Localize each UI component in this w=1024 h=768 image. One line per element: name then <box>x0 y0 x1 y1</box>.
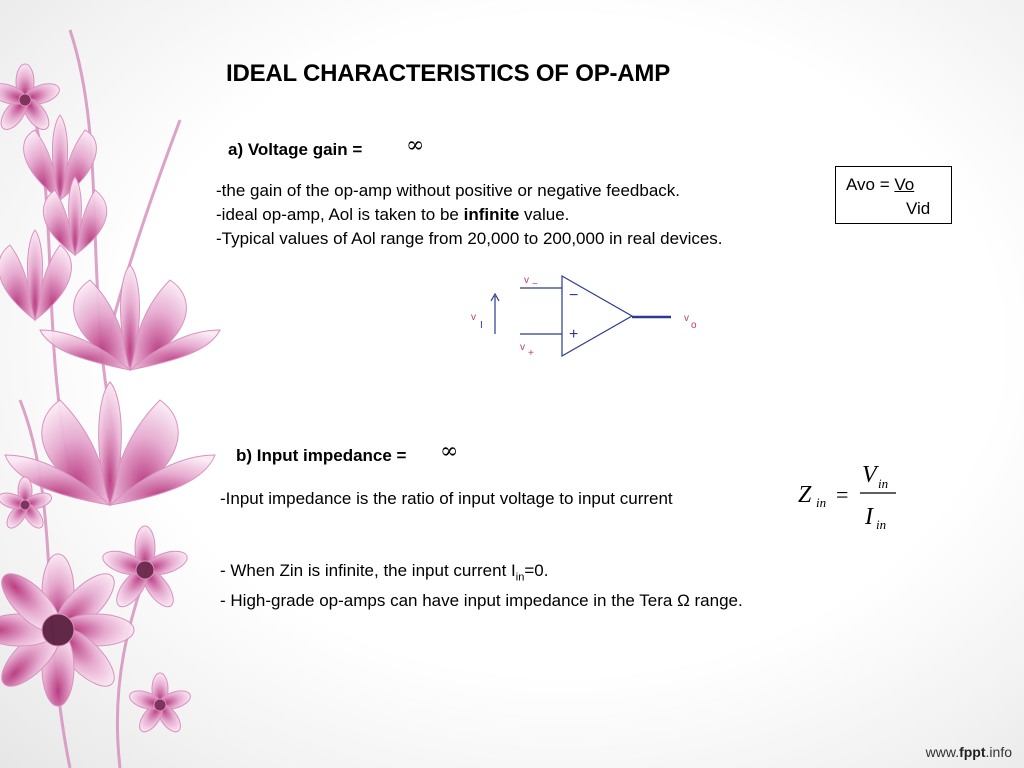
vo-label: v <box>684 313 689 324</box>
zin-infinite-line: - When Zin is infinite, the input current $I_{in}=0$. <box>220 561 549 584</box>
inverting-minus-sign: − <box>569 287 579 304</box>
impedance-notes <box>220 559 743 613</box>
gain-line-1: -the gain of the op-amp without positive or negative feedback. <box>216 181 681 200</box>
vo-sub: o <box>691 320 697 331</box>
infinity-symbol-b: ∞ <box>440 439 459 464</box>
formula-equals: = <box>836 482 849 507</box>
floral-decoration <box>0 0 240 768</box>
zin-formula <box>796 460 906 540</box>
formula-v: V <box>862 462 877 488</box>
impedance-ratio-text: -Input impedance is the ratio of input voltage to input current <box>220 489 673 508</box>
vi-sub: I <box>480 320 483 331</box>
v-plus-label: v <box>520 342 525 353</box>
gain-line-2: -ideal op-amp, Aol is taken to be infinite value. <box>216 205 570 224</box>
vo-numerator: Vo <box>894 175 915 194</box>
gain-line-3: -Typical values of Aol range from 20,000 to 200,000 in real devices. <box>216 229 723 248</box>
avo-formula-box <box>835 166 952 224</box>
vid-denominator: Vid <box>906 199 931 218</box>
footer-logo: www.fppt.info <box>925 744 1012 760</box>
avo-formula-top: Avo = Vo <box>846 175 915 194</box>
formula-z-sub: in <box>816 495 827 510</box>
op-amp-diagram <box>460 268 710 368</box>
input-impedance-heading <box>236 446 407 466</box>
voltage-gain-heading <box>228 140 362 160</box>
formula-z: Z <box>798 482 812 508</box>
input-impedance-label: b) Input impedance = <box>236 446 407 465</box>
tera-ohm-line: - High-grade op-amps can have input impedance in the Tera Ω range. <box>220 591 743 611</box>
v-minus-sub: − <box>532 279 538 290</box>
formula-v-sub: in <box>878 476 889 491</box>
formula-i-sub: in <box>876 517 887 532</box>
infinite-word: infinite <box>463 205 520 224</box>
infinity-symbol-a: ∞ <box>406 133 425 158</box>
formula-i: I <box>865 504 873 530</box>
v-minus-label: v <box>524 275 529 286</box>
noninverting-plus-sign: + <box>569 326 579 343</box>
voltage-gain-label: a) Voltage gain = <box>228 140 363 159</box>
voltage-gain-description <box>216 179 816 251</box>
vi-label: v <box>471 312 476 323</box>
v-plus-sub: + <box>528 348 534 359</box>
slide-title: IDEAL CHARACTERISTICS OF OP-AMP <box>226 60 671 87</box>
